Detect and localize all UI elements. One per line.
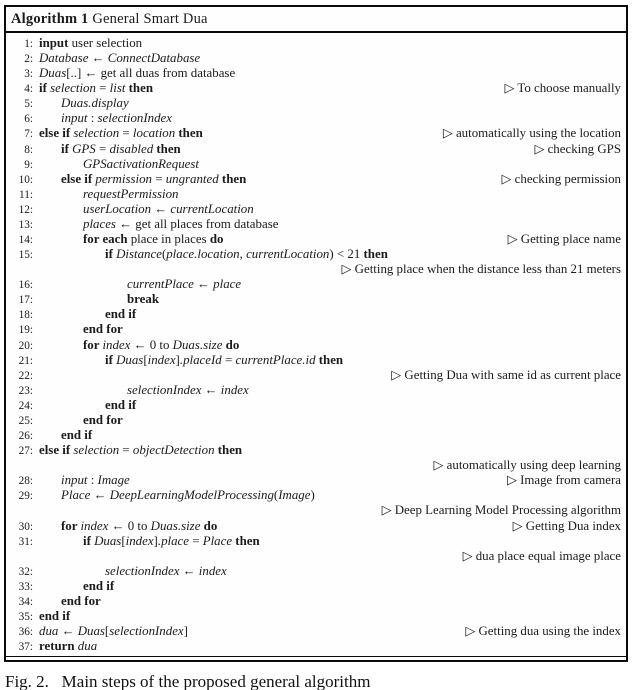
algo-line xyxy=(8,383,621,398)
algo-line xyxy=(8,157,621,172)
algorithm-title: General Smart Dua xyxy=(88,11,208,27)
algo-line xyxy=(8,322,621,337)
algo-line xyxy=(8,126,621,141)
algorithm-box xyxy=(4,5,628,662)
code-text: input : Image xyxy=(61,473,130,488)
line-number: 32: xyxy=(18,565,33,578)
line-number: 31: xyxy=(18,535,33,548)
line-number: 29: xyxy=(18,490,33,503)
algo-line xyxy=(8,639,621,654)
algo-line xyxy=(8,549,621,564)
line-number: 27: xyxy=(18,445,33,458)
line-number: 28: xyxy=(18,475,33,488)
comment-text: ▷ Getting dua using the index xyxy=(465,624,621,639)
line-number: 35: xyxy=(18,610,33,623)
algo-line xyxy=(8,247,621,262)
algo-line xyxy=(8,202,621,217)
code-text: Database ← ConnectDatabase xyxy=(39,51,201,66)
line-number: 12: xyxy=(18,203,33,216)
code-text: break xyxy=(127,292,159,307)
algo-line xyxy=(8,534,621,549)
line-number: 7: xyxy=(24,128,33,141)
algo-line xyxy=(8,277,621,292)
line-number: 3: xyxy=(24,68,33,81)
code-text: for each place in places do xyxy=(83,232,224,247)
code-text: if Distance(place.location, currentLocation) < 21 then xyxy=(105,247,388,262)
line-number: 20: xyxy=(18,339,33,352)
algo-line xyxy=(8,353,621,368)
code-text: userLocation ← currentLocation xyxy=(83,201,254,216)
algo-line xyxy=(8,36,621,51)
line-number: 10: xyxy=(18,173,33,186)
code-text: for index ← 0 to Duas.size do xyxy=(83,337,240,352)
comment-text: ▷ automatically using the location xyxy=(442,126,621,141)
code-text: end for xyxy=(83,412,123,427)
code-text: else if permission = ungranted then xyxy=(61,171,247,186)
code-text: else if selection = objectDetection then xyxy=(39,443,243,458)
code-text: else if selection = location then xyxy=(39,126,203,141)
line-number: 9: xyxy=(24,158,33,171)
line-number: 11: xyxy=(18,188,33,201)
algo-line xyxy=(8,443,621,458)
algo-line xyxy=(8,232,621,247)
line-number: 1: xyxy=(24,38,33,50)
code-text: return dua xyxy=(39,639,98,654)
algo-line xyxy=(8,51,621,66)
code-text: input user selection xyxy=(39,36,143,50)
algo-line xyxy=(8,398,621,413)
algo-line xyxy=(8,503,621,518)
code-text: places ← get all places from database xyxy=(83,216,279,231)
algo-line xyxy=(8,519,621,534)
algo-line xyxy=(8,473,621,488)
code-text: Place ← DeepLearningModelProcessing(Image) xyxy=(61,488,315,503)
code-text: end for xyxy=(61,593,101,608)
algo-line xyxy=(8,307,621,322)
line-number: 13: xyxy=(18,218,33,231)
code-text: input : selectionIndex xyxy=(61,111,172,126)
code-text: end if xyxy=(105,307,137,322)
comment-text: ▷ Getting Dua with same id as current place xyxy=(391,367,621,382)
algo-line xyxy=(8,338,621,353)
algo-line xyxy=(8,368,621,383)
algo-line xyxy=(8,609,621,624)
code-text: selectionIndex ← index xyxy=(105,563,227,578)
line-number: 37: xyxy=(18,641,33,654)
line-number: 36: xyxy=(18,626,33,639)
line-number: 16: xyxy=(18,279,33,292)
line-number: 24: xyxy=(18,399,33,412)
algo-line xyxy=(8,564,621,579)
comment-text: ▷ dua place equal image place xyxy=(462,548,621,563)
algo-line xyxy=(8,292,621,307)
code-text: end if xyxy=(39,608,71,623)
code-text: dua ← Duas[selectionIndex] xyxy=(39,624,188,639)
line-number: 8: xyxy=(24,143,33,156)
algo-line xyxy=(8,428,621,443)
code-text: selectionIndex ← index xyxy=(127,382,249,397)
code-text: if GPS = disabled then xyxy=(61,141,181,156)
algo-line xyxy=(8,111,621,126)
comment-text: ▷ checking permission xyxy=(501,171,621,186)
comment-text: ▷ automatically using deep learning xyxy=(433,458,621,473)
algorithm-header xyxy=(6,7,626,33)
algorithm-body xyxy=(6,33,626,654)
algo-line xyxy=(8,488,621,503)
line-number: 33: xyxy=(18,580,33,593)
algo-line xyxy=(8,172,621,187)
line-number: 14: xyxy=(18,234,33,247)
algo-line xyxy=(8,81,621,96)
line-number: 5: xyxy=(24,98,33,111)
line-number: 25: xyxy=(18,414,33,427)
line-number: 21: xyxy=(18,354,33,367)
comment-text: ▷ Deep Learning Model Processing algorithm xyxy=(381,503,621,518)
algo-line xyxy=(8,96,621,111)
code-text: end if xyxy=(105,397,137,412)
line-number: 26: xyxy=(18,430,33,443)
algo-line xyxy=(8,262,621,277)
line-number: 22: xyxy=(18,369,33,382)
algo-line xyxy=(8,142,621,157)
code-text: for index ← 0 to Duas.size do xyxy=(61,518,218,533)
line-number: 4: xyxy=(24,83,33,96)
comment-text: ▷ To choose manually xyxy=(504,81,621,96)
comment-text: ▷ Image from camera xyxy=(506,473,621,488)
code-text: Duas.display xyxy=(61,96,129,111)
line-number: 30: xyxy=(18,520,33,533)
algo-line xyxy=(8,187,621,202)
bottom-divider xyxy=(6,656,626,657)
line-number: 6: xyxy=(24,113,33,126)
code-text: GPSactivationRequest xyxy=(83,156,199,171)
comment-text: ▷ checking GPS xyxy=(534,141,621,156)
line-number: 17: xyxy=(18,294,33,307)
code-text: if Duas[index].place = Place then xyxy=(83,533,260,548)
line-number: 2: xyxy=(24,53,33,66)
line-number: 18: xyxy=(18,309,33,322)
comment-text: ▷ Getting place name xyxy=(507,232,621,247)
code-text: end if xyxy=(83,578,115,593)
code-text: Duas[..] ← get all duas from database xyxy=(39,66,236,81)
comment-text: ▷ Getting place when the distance less than 21 meters xyxy=(341,262,621,277)
comment-text: ▷ Getting Dua index xyxy=(512,518,621,533)
algo-line xyxy=(8,66,621,81)
code-text: if Duas[index].placeId = currentPlace.id then xyxy=(105,352,344,367)
code-text: if selection = list then xyxy=(39,81,153,96)
code-text: end for xyxy=(83,322,123,337)
line-number: 19: xyxy=(18,324,33,337)
algo-line xyxy=(8,217,621,232)
line-number: 34: xyxy=(18,595,33,608)
algo-line xyxy=(8,458,621,473)
algo-line xyxy=(8,594,621,609)
algo-line xyxy=(8,413,621,428)
algo-line xyxy=(8,624,621,639)
code-text: requestPermission xyxy=(83,186,179,201)
code-text: currentPlace ← place xyxy=(127,277,242,292)
line-number: 15: xyxy=(18,249,33,262)
algo-line xyxy=(8,579,621,594)
algorithm-label: Algorithm 1 xyxy=(11,11,89,27)
figure-caption: Fig. 2. Main steps of the proposed general algorithm xyxy=(5,672,371,690)
line-number: 23: xyxy=(18,384,33,397)
code-text: end if xyxy=(61,428,93,443)
